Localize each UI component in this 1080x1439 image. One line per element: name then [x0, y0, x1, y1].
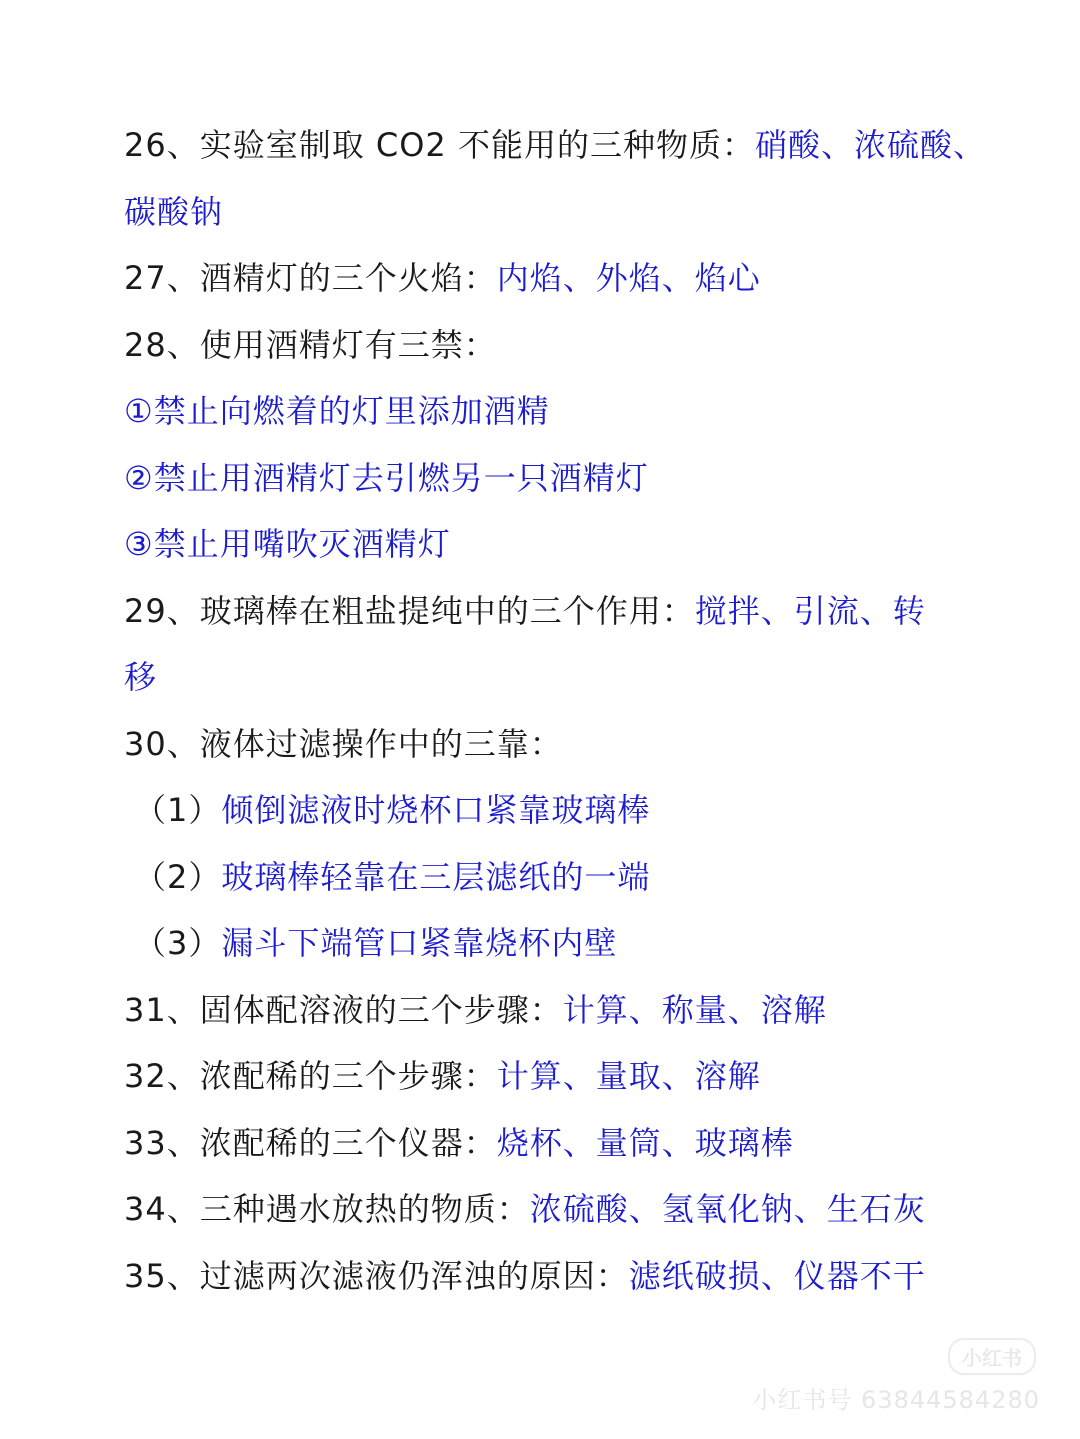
question-text: 32、浓配稀的三个步骤： — [124, 1057, 497, 1095]
answer-text: ①禁止向燃着的灯里添加酒精 — [124, 392, 550, 430]
answer-text: 烧杯、量筒、玻璃棒 — [496, 1123, 794, 1162]
note-line-30 — [124, 711, 984, 778]
watermark-logo: 小红书 — [948, 1338, 1036, 1375]
question-text: 35、过滤两次滤液仍浑浊的原因： — [124, 1256, 629, 1295]
note-line-30-item-2 — [124, 844, 984, 911]
note-line-27 — [124, 245, 984, 312]
answer-text: 计算、量取、溶解 — [496, 1057, 761, 1095]
note-line-29-cont — [124, 644, 984, 711]
note-line-33 — [124, 1110, 984, 1177]
question-text: 26、实验室制取 CO2 不能用的三种物质： — [124, 126, 755, 164]
note-line-29 — [124, 578, 984, 645]
notes-list — [124, 112, 984, 1309]
note-line-28-item-3 — [124, 511, 984, 578]
answer-text: 移 — [124, 658, 158, 696]
answer-text: 滤纸破损、仪器不干 — [628, 1256, 926, 1295]
watermark-account-id: 小红书号 63844584280 — [752, 1386, 1040, 1414]
question-text: 29、玻璃棒在粗盐提纯中的三个作用： — [124, 591, 695, 630]
answer-text: 内焰、外焰、焰心 — [496, 259, 761, 297]
answer-text: 浓硫酸、氢氧化钠、生石灰 — [529, 1190, 926, 1228]
watermark — [740, 1338, 1040, 1418]
answer-text: ③禁止用嘴吹灭酒精灯 — [124, 525, 451, 563]
note-line-34 — [124, 1176, 984, 1243]
note-line-28 — [124, 312, 984, 379]
question-text: 30、液体过滤操作中的三靠： — [124, 724, 563, 763]
question-text: 33、浓配稀的三个仪器： — [124, 1123, 497, 1162]
answer-text: 碳酸钠 — [124, 192, 224, 231]
note-line-31 — [124, 977, 984, 1044]
answer-text: 漏斗下端管口紧靠烧杯内壁 — [221, 924, 618, 962]
note-line-30-item-1 — [124, 777, 984, 844]
item-number: （3） — [134, 924, 222, 962]
answer-text: ②禁止用酒精灯去引燃另一只酒精灯 — [124, 458, 649, 497]
note-line-26 — [124, 112, 984, 179]
item-number: （1） — [134, 791, 222, 829]
question-text: 28、使用酒精灯有三禁： — [124, 325, 497, 364]
answer-text: 搅拌、引流、转 — [694, 591, 926, 630]
note-line-28-item-2 — [124, 445, 984, 512]
answer-text: 计算、称量、溶解 — [562, 990, 827, 1029]
question-text: 31、固体配溶液的三个步骤： — [124, 990, 563, 1029]
item-number: （2） — [134, 857, 222, 896]
note-line-26-cont — [124, 179, 984, 246]
question-text: 27、酒精灯的三个火焰： — [124, 259, 497, 297]
answer-text: 倾倒滤液时烧杯口紧靠玻璃棒 — [221, 791, 651, 829]
question-text: 34、三种遇水放热的物质： — [124, 1190, 530, 1228]
answer-text: 玻璃棒轻靠在三层滤纸的一端 — [221, 857, 651, 896]
note-line-30-item-3 — [124, 910, 984, 977]
note-line-28-item-1 — [124, 378, 984, 445]
answer-text: 硝酸、浓硫酸、 — [754, 126, 986, 164]
note-line-35 — [124, 1243, 984, 1310]
note-line-32 — [124, 1043, 984, 1110]
